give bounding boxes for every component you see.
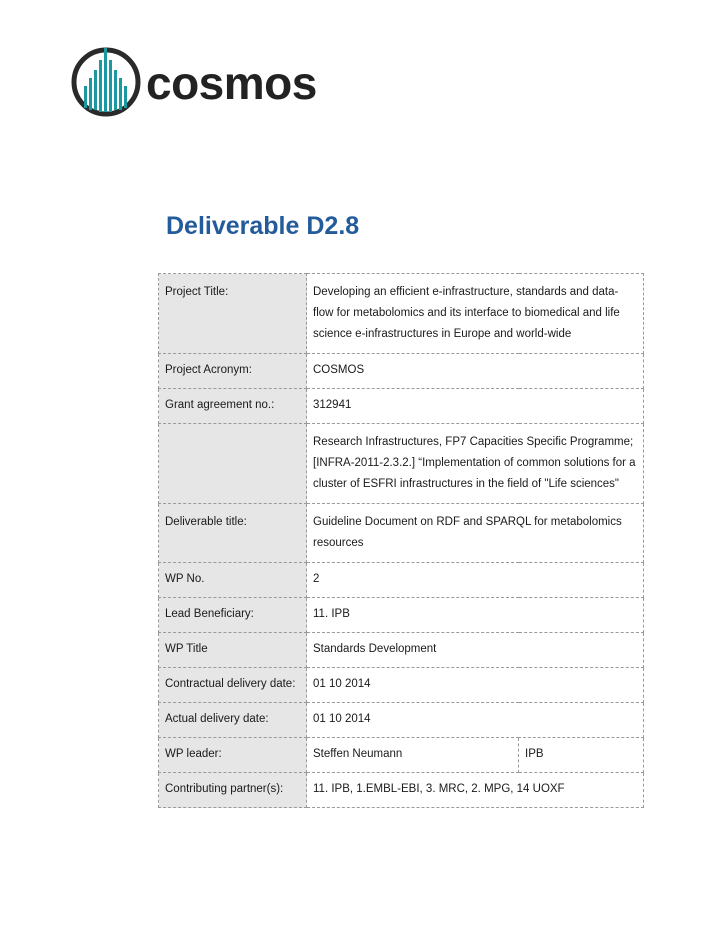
row-label: Deliverable title:	[159, 504, 307, 563]
row-value: Standards Development	[307, 633, 644, 668]
table-row	[159, 633, 644, 668]
row-extra-value: IPB	[519, 738, 644, 773]
table-row	[159, 389, 644, 424]
table-row	[159, 354, 644, 389]
row-value: 312941	[307, 389, 644, 424]
row-label: WP No.	[159, 563, 307, 598]
row-label: Project Acronym:	[159, 354, 307, 389]
table-row	[159, 504, 644, 563]
table-row	[159, 773, 644, 808]
row-label: WP Title	[159, 633, 307, 668]
deliverable-title: Deliverable D2.8	[166, 212, 360, 240]
row-label: Project Title:	[159, 274, 307, 354]
row-label: Lead Beneficiary:	[159, 598, 307, 633]
row-value: Developing an efficient e-infrastructure, standards and data-flow for metabolomics and its interface to biomedical and life science e-infrastructures in Europe and world-wide	[307, 274, 644, 354]
row-label: Contractual delivery date:	[159, 668, 307, 703]
cosmos-logo-icon	[70, 44, 340, 118]
row-label	[159, 424, 307, 504]
cosmos-logo	[70, 44, 340, 118]
project-info-table	[158, 273, 644, 808]
row-value: 01 10 2014	[307, 703, 644, 738]
table-row	[159, 274, 644, 354]
row-value: 11. IPB	[307, 598, 644, 633]
table-row	[159, 738, 644, 773]
row-label: Grant agreement no.:	[159, 389, 307, 424]
row-label: WP leader:	[159, 738, 307, 773]
table-row	[159, 424, 644, 504]
table-row	[159, 703, 644, 738]
row-value: COSMOS	[307, 354, 644, 389]
table-row	[159, 668, 644, 703]
row-value: 11. IPB, 1.EMBL-EBI, 3. MRC, 2. MPG, 14 UOXF	[307, 773, 644, 808]
row-value: Research Infrastructures, FP7 Capacities Specific Programme; [INFRA-2011-2.3.2.] “Implementation of common solutions for a cluster of ESFRI infrastructures in the field of "Life sciences"	[307, 424, 644, 504]
row-value: Steffen Neumann	[307, 738, 519, 773]
logo-text: cosmos	[146, 57, 317, 109]
table-row	[159, 598, 644, 633]
row-label: Actual delivery date:	[159, 703, 307, 738]
row-value: Guideline Document on RDF and SPARQL for metabolomics resources	[307, 504, 644, 563]
row-value: 2	[307, 563, 644, 598]
table-row	[159, 563, 644, 598]
row-value: 01 10 2014	[307, 668, 644, 703]
row-label: Contributing partner(s):	[159, 773, 307, 808]
